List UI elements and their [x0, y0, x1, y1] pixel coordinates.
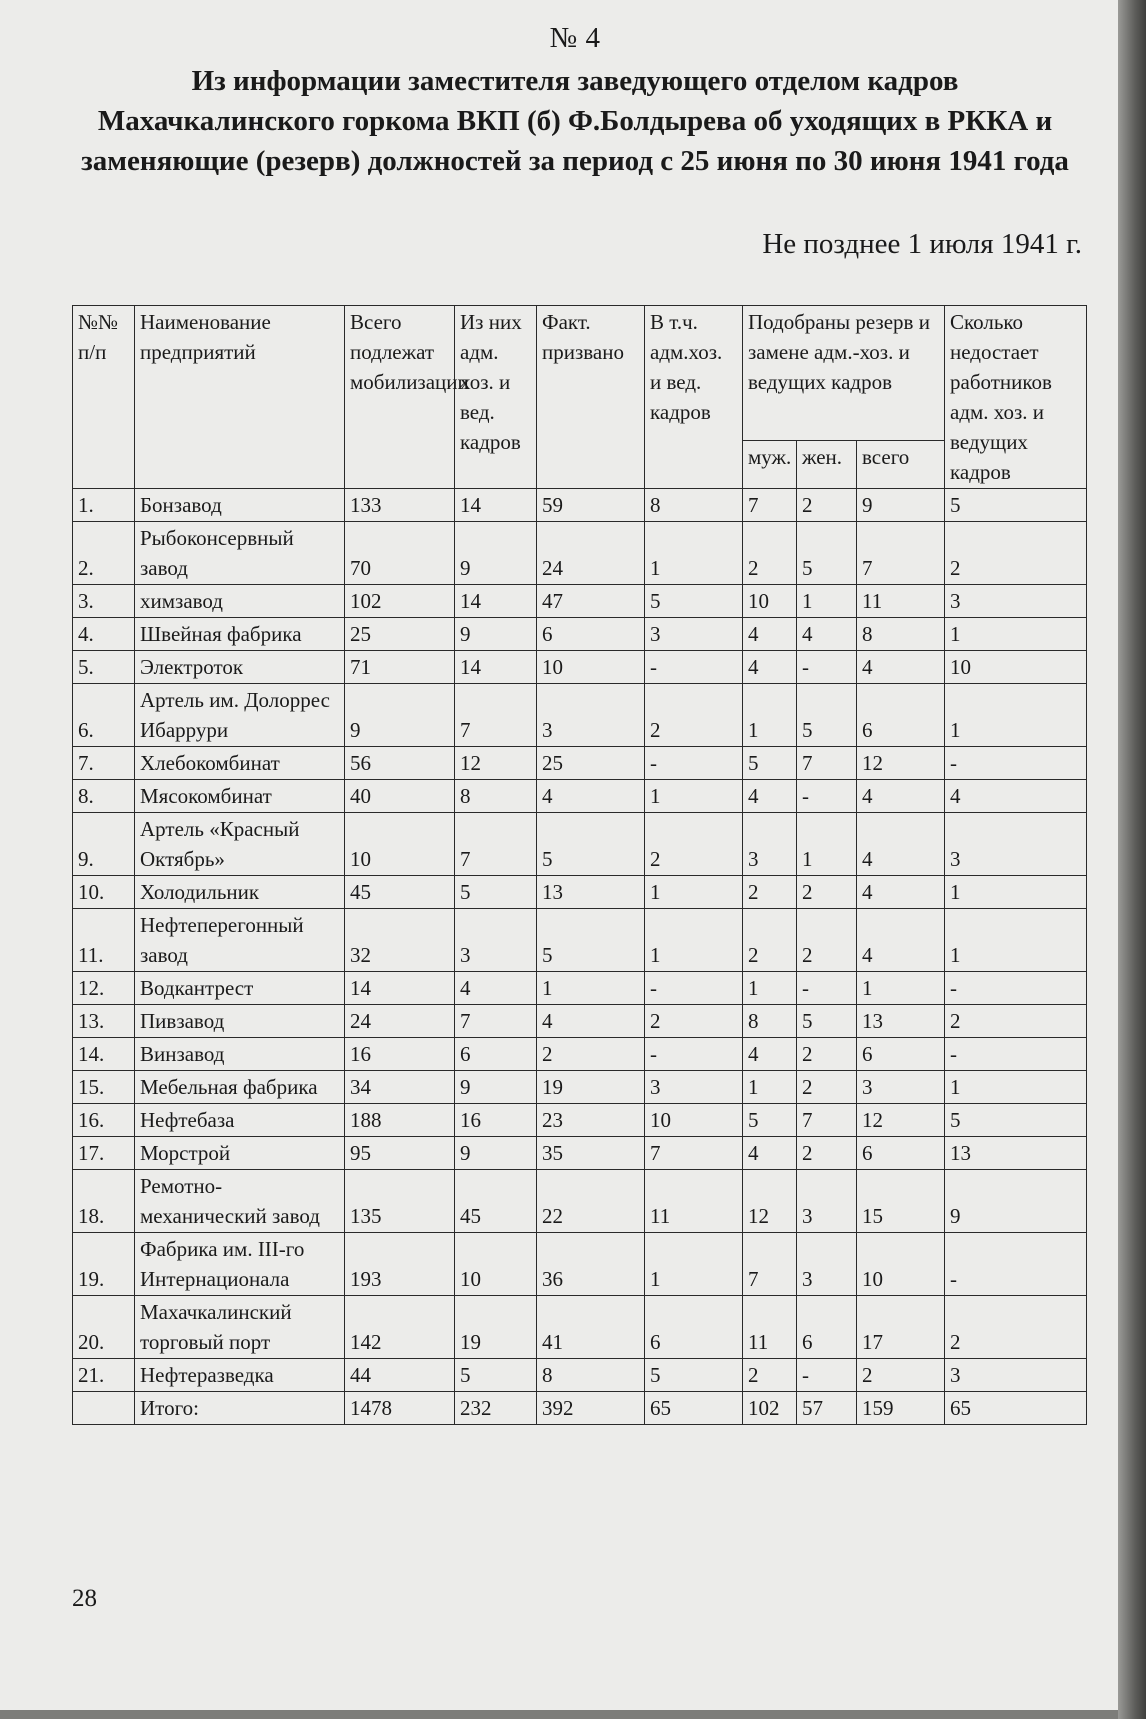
actually-called: 47 [537, 585, 645, 618]
incl-adm-staff: 11 [645, 1170, 743, 1233]
row-number: 12. [73, 972, 135, 1005]
book-spine-edge [1118, 0, 1146, 1719]
header-total: Всего подлежат мобилизации [345, 306, 455, 489]
reserve-women: - [797, 651, 857, 684]
actually-called: 13 [537, 876, 645, 909]
enterprise-name: Пивзавод [135, 1005, 345, 1038]
total-incl-adm-staff: 65 [645, 1392, 743, 1425]
adm-staff: 14 [455, 489, 537, 522]
row-number: 7. [73, 747, 135, 780]
reserve-total: 8 [857, 618, 945, 651]
reserve-men: 2 [743, 1359, 797, 1392]
reserve-total: 6 [857, 1038, 945, 1071]
staff-shortage: 10 [945, 651, 1087, 684]
actually-called: 19 [537, 1071, 645, 1104]
adm-staff: 16 [455, 1104, 537, 1137]
incl-adm-staff: 5 [645, 585, 743, 618]
enterprise-name: Фабрика им. III-го Интернационала [135, 1233, 345, 1296]
table-body [73, 489, 1087, 1425]
reserve-total: 1 [857, 972, 945, 1005]
staff-shortage: 1 [945, 618, 1087, 651]
incl-adm-staff: 2 [645, 813, 743, 876]
adm-staff: 14 [455, 585, 537, 618]
reserve-women: 2 [797, 489, 857, 522]
total-row-number [73, 1392, 135, 1425]
staff-table [72, 305, 1087, 1425]
total-mobilized: 14 [345, 972, 455, 1005]
reserve-total: 2 [857, 1359, 945, 1392]
row-number: 21. [73, 1359, 135, 1392]
staff-shortage: 3 [945, 1359, 1087, 1392]
staff-shortage: 3 [945, 585, 1087, 618]
table-row [73, 618, 1087, 651]
incl-adm-staff: - [645, 972, 743, 1005]
incl-adm-staff: 7 [645, 1137, 743, 1170]
adm-staff: 3 [455, 909, 537, 972]
incl-adm-staff: 8 [645, 489, 743, 522]
reserve-total: 12 [857, 747, 945, 780]
reserve-men: 11 [743, 1296, 797, 1359]
actually-called: 1 [537, 972, 645, 1005]
total-mobilized: 193 [345, 1233, 455, 1296]
reserve-women: 1 [797, 585, 857, 618]
adm-staff: 4 [455, 972, 537, 1005]
incl-adm-staff: 1 [645, 780, 743, 813]
incl-adm-staff: 2 [645, 1005, 743, 1038]
enterprise-name: Холодильник [135, 876, 345, 909]
total-mobilized: 16 [345, 1038, 455, 1071]
table-row [73, 1005, 1087, 1038]
reserve-women: 3 [797, 1170, 857, 1233]
document-number: № 4 [549, 22, 601, 54]
reserve-men: 3 [743, 813, 797, 876]
row-number: 11. [73, 909, 135, 972]
header-incl: В т.ч. адм.хоз. и вед. кадров [645, 306, 743, 489]
table-row [73, 909, 1087, 972]
adm-staff: 7 [455, 684, 537, 747]
actually-called: 24 [537, 522, 645, 585]
row-number: 15. [73, 1071, 135, 1104]
staff-shortage: 2 [945, 522, 1087, 585]
table-row [73, 522, 1087, 585]
reserve-women: 5 [797, 522, 857, 585]
row-number: 17. [73, 1137, 135, 1170]
staff-shortage: 5 [945, 489, 1087, 522]
total-staff-shortage: 65 [945, 1392, 1087, 1425]
total-row [73, 1392, 1087, 1425]
total-total-mobilized: 1478 [345, 1392, 455, 1425]
reserve-total: 4 [857, 780, 945, 813]
actually-called: 25 [537, 747, 645, 780]
header-men: муж. [743, 441, 797, 489]
row-number: 20. [73, 1296, 135, 1359]
adm-staff: 19 [455, 1296, 537, 1359]
header-lack: Сколько недостает работников адм. хоз. и ведущих кадров [945, 306, 1087, 489]
row-number: 16. [73, 1104, 135, 1137]
reserve-women: 5 [797, 684, 857, 747]
row-number: 14. [73, 1038, 135, 1071]
reserve-total: 4 [857, 909, 945, 972]
document-header [70, 22, 1080, 181]
table-row [73, 684, 1087, 747]
enterprise-name: Нефтеразведка [135, 1359, 345, 1392]
total-mobilized: 24 [345, 1005, 455, 1038]
header-women: жен. [797, 441, 857, 489]
incl-adm-staff: 3 [645, 1071, 743, 1104]
header-sum: всего [857, 441, 945, 489]
table-row [73, 972, 1087, 1005]
reserve-total: 15 [857, 1170, 945, 1233]
header-adm: Из них адм. хоз. и вед. кадров [455, 306, 537, 489]
reserve-men: 4 [743, 651, 797, 684]
actually-called: 23 [537, 1104, 645, 1137]
page-number: 28 [72, 1585, 97, 1612]
enterprise-name: Винзавод [135, 1038, 345, 1071]
total-mobilized: 56 [345, 747, 455, 780]
adm-staff: 5 [455, 876, 537, 909]
incl-adm-staff: 1 [645, 1233, 743, 1296]
adm-staff: 7 [455, 813, 537, 876]
table-row [73, 1071, 1087, 1104]
total-reserve-women: 57 [797, 1392, 857, 1425]
row-number: 8. [73, 780, 135, 813]
reserve-total: 7 [857, 522, 945, 585]
incl-adm-staff: - [645, 1038, 743, 1071]
table-row [73, 1137, 1087, 1170]
enterprise-name: химзавод [135, 585, 345, 618]
incl-adm-staff: - [645, 651, 743, 684]
adm-staff: 9 [455, 1137, 537, 1170]
incl-adm-staff: - [645, 747, 743, 780]
reserve-women: 2 [797, 1071, 857, 1104]
enterprise-name: Нефтебаза [135, 1104, 345, 1137]
staff-shortage: 5 [945, 1104, 1087, 1137]
incl-adm-staff: 6 [645, 1296, 743, 1359]
reserve-men: 12 [743, 1170, 797, 1233]
adm-staff: 9 [455, 618, 537, 651]
row-number: 9. [73, 813, 135, 876]
actually-called: 8 [537, 1359, 645, 1392]
adm-staff: 12 [455, 747, 537, 780]
table-row [73, 813, 1087, 876]
enterprise-name: Махачкалинский торговый порт [135, 1296, 345, 1359]
enterprise-name: Рыбоконсервный завод [135, 522, 345, 585]
enterprise-name: Бонзавод [135, 489, 345, 522]
actually-called: 2 [537, 1038, 645, 1071]
actually-called: 41 [537, 1296, 645, 1359]
incl-adm-staff: 1 [645, 522, 743, 585]
incl-adm-staff: 2 [645, 684, 743, 747]
reserve-women: 3 [797, 1233, 857, 1296]
staff-shortage: 13 [945, 1137, 1087, 1170]
reserve-women: 1 [797, 813, 857, 876]
enterprise-name: Мебельная фабрика [135, 1071, 345, 1104]
header-reserve: Подобраны резерв и замене адм.-хоз. и ведущих кадров [743, 306, 945, 441]
enterprise-name: Нефтеперегонный завод [135, 909, 345, 972]
total-mobilized: 102 [345, 585, 455, 618]
incl-adm-staff: 3 [645, 618, 743, 651]
reserve-women: 2 [797, 1137, 857, 1170]
row-number: 4. [73, 618, 135, 651]
row-number: 6. [73, 684, 135, 747]
incl-adm-staff: 5 [645, 1359, 743, 1392]
total-mobilized: 34 [345, 1071, 455, 1104]
staff-shortage: 2 [945, 1005, 1087, 1038]
adm-staff: 9 [455, 1071, 537, 1104]
adm-staff: 45 [455, 1170, 537, 1233]
actually-called: 4 [537, 1005, 645, 1038]
reserve-men: 4 [743, 780, 797, 813]
row-number: 3. [73, 585, 135, 618]
reserve-men: 4 [743, 1038, 797, 1071]
table-row [73, 1296, 1087, 1359]
adm-staff: 14 [455, 651, 537, 684]
staff-shortage: 9 [945, 1170, 1087, 1233]
total-mobilized: 25 [345, 618, 455, 651]
total-mobilized: 133 [345, 489, 455, 522]
reserve-women: - [797, 1359, 857, 1392]
reserve-men: 8 [743, 1005, 797, 1038]
reserve-men: 5 [743, 1104, 797, 1137]
reserve-men: 4 [743, 618, 797, 651]
enterprise-name: Артель им. Долоррес Ибаррури [135, 684, 345, 747]
reserve-total: 12 [857, 1104, 945, 1137]
row-number: 13. [73, 1005, 135, 1038]
total-mobilized: 44 [345, 1359, 455, 1392]
staff-shortage: 1 [945, 909, 1087, 972]
reserve-men: 2 [743, 909, 797, 972]
header-num: №№ п/п [73, 306, 135, 489]
table-row [73, 651, 1087, 684]
reserve-men: 1 [743, 684, 797, 747]
reserve-women: - [797, 780, 857, 813]
actually-called: 35 [537, 1137, 645, 1170]
total-mobilized: 9 [345, 684, 455, 747]
total-reserve-men: 102 [743, 1392, 797, 1425]
document-date: Не позднее 1 июля 1941 г. [762, 228, 1082, 260]
adm-staff: 5 [455, 1359, 537, 1392]
table-header-row [73, 306, 1087, 441]
incl-adm-staff: 1 [645, 876, 743, 909]
reserve-women: 2 [797, 1038, 857, 1071]
reserve-total: 6 [857, 1137, 945, 1170]
reserve-men: 2 [743, 522, 797, 585]
table-row [73, 876, 1087, 909]
row-number: 5. [73, 651, 135, 684]
row-number: 19. [73, 1233, 135, 1296]
table-row [73, 1038, 1087, 1071]
reserve-women: 5 [797, 1005, 857, 1038]
enterprise-name: Морстрой [135, 1137, 345, 1170]
table-row [73, 747, 1087, 780]
reserve-women: 7 [797, 747, 857, 780]
enterprise-name: Швейная фабрика [135, 618, 345, 651]
actually-called: 5 [537, 813, 645, 876]
staff-shortage: - [945, 1233, 1087, 1296]
total-mobilized: 135 [345, 1170, 455, 1233]
incl-adm-staff: 1 [645, 909, 743, 972]
reserve-men: 5 [743, 747, 797, 780]
reserve-men: 2 [743, 876, 797, 909]
row-number: 1. [73, 489, 135, 522]
enterprise-name: Водкантрест [135, 972, 345, 1005]
total-enterprise-name: Итого: [135, 1392, 345, 1425]
table-row [73, 1359, 1087, 1392]
reserve-men: 1 [743, 972, 797, 1005]
total-reserve-total: 159 [857, 1392, 945, 1425]
reserve-total: 17 [857, 1296, 945, 1359]
staff-shortage: - [945, 1038, 1087, 1071]
total-mobilized: 71 [345, 651, 455, 684]
total-mobilized: 70 [345, 522, 455, 585]
enterprise-name: Ремотно-механический завод [135, 1170, 345, 1233]
total-adm-staff: 232 [455, 1392, 537, 1425]
total-mobilized: 188 [345, 1104, 455, 1137]
row-number: 18. [73, 1170, 135, 1233]
header-name: Наименование предприятий [135, 306, 345, 489]
document-title: Из информации заместителя заведующего отделом кадров Махачкалинского горкома ВКП (б) Ф.Болдырева об уходящих в РККА и заменяющие (резерв) должностей за период с 25 июня по 30 июня 1941 года [81, 65, 1069, 177]
reserve-total: 13 [857, 1005, 945, 1038]
total-actually-called: 392 [537, 1392, 645, 1425]
row-number: 2. [73, 522, 135, 585]
table-row [73, 489, 1087, 522]
reserve-total: 4 [857, 876, 945, 909]
staff-shortage: 1 [945, 1071, 1087, 1104]
staff-shortage: 4 [945, 780, 1087, 813]
table-row [73, 780, 1087, 813]
reserve-men: 1 [743, 1071, 797, 1104]
reserve-women: 4 [797, 618, 857, 651]
actually-called: 5 [537, 909, 645, 972]
table-row [73, 585, 1087, 618]
actually-called: 10 [537, 651, 645, 684]
total-mobilized: 40 [345, 780, 455, 813]
incl-adm-staff: 10 [645, 1104, 743, 1137]
total-mobilized: 32 [345, 909, 455, 972]
actually-called: 22 [537, 1170, 645, 1233]
staff-shortage: 1 [945, 684, 1087, 747]
adm-staff: 9 [455, 522, 537, 585]
reserve-total: 4 [857, 651, 945, 684]
staff-shortage: - [945, 747, 1087, 780]
adm-staff: 10 [455, 1233, 537, 1296]
reserve-total: 4 [857, 813, 945, 876]
reserve-women: 2 [797, 909, 857, 972]
reserve-total: 9 [857, 489, 945, 522]
table-row [73, 1170, 1087, 1233]
reserve-total: 6 [857, 684, 945, 747]
enterprise-name: Мясокомбинат [135, 780, 345, 813]
row-number: 10. [73, 876, 135, 909]
staff-shortage: 2 [945, 1296, 1087, 1359]
staff-shortage: 3 [945, 813, 1087, 876]
reserve-women: - [797, 972, 857, 1005]
staff-shortage: 1 [945, 876, 1087, 909]
reserve-men: 4 [743, 1137, 797, 1170]
reserve-women: 6 [797, 1296, 857, 1359]
actually-called: 59 [537, 489, 645, 522]
enterprise-name: Артель «Красный Октябрь» [135, 813, 345, 876]
actually-called: 3 [537, 684, 645, 747]
table-row [73, 1104, 1087, 1137]
actually-called: 4 [537, 780, 645, 813]
staff-shortage: - [945, 972, 1087, 1005]
enterprise-name: Электроток [135, 651, 345, 684]
enterprise-name: Хлебокомбинат [135, 747, 345, 780]
reserve-women: 2 [797, 876, 857, 909]
actually-called: 6 [537, 618, 645, 651]
adm-staff: 6 [455, 1038, 537, 1071]
actually-called: 36 [537, 1233, 645, 1296]
reserve-total: 3 [857, 1071, 945, 1104]
adm-staff: 7 [455, 1005, 537, 1038]
total-mobilized: 45 [345, 876, 455, 909]
reserve-men: 7 [743, 489, 797, 522]
header-called: Факт. призвано [537, 306, 645, 489]
reserve-total: 11 [857, 585, 945, 618]
adm-staff: 8 [455, 780, 537, 813]
total-mobilized: 95 [345, 1137, 455, 1170]
total-mobilized: 142 [345, 1296, 455, 1359]
reserve-men: 7 [743, 1233, 797, 1296]
reserve-men: 10 [743, 585, 797, 618]
total-mobilized: 10 [345, 813, 455, 876]
reserve-women: 7 [797, 1104, 857, 1137]
table-row [73, 1233, 1087, 1296]
reserve-total: 10 [857, 1233, 945, 1296]
